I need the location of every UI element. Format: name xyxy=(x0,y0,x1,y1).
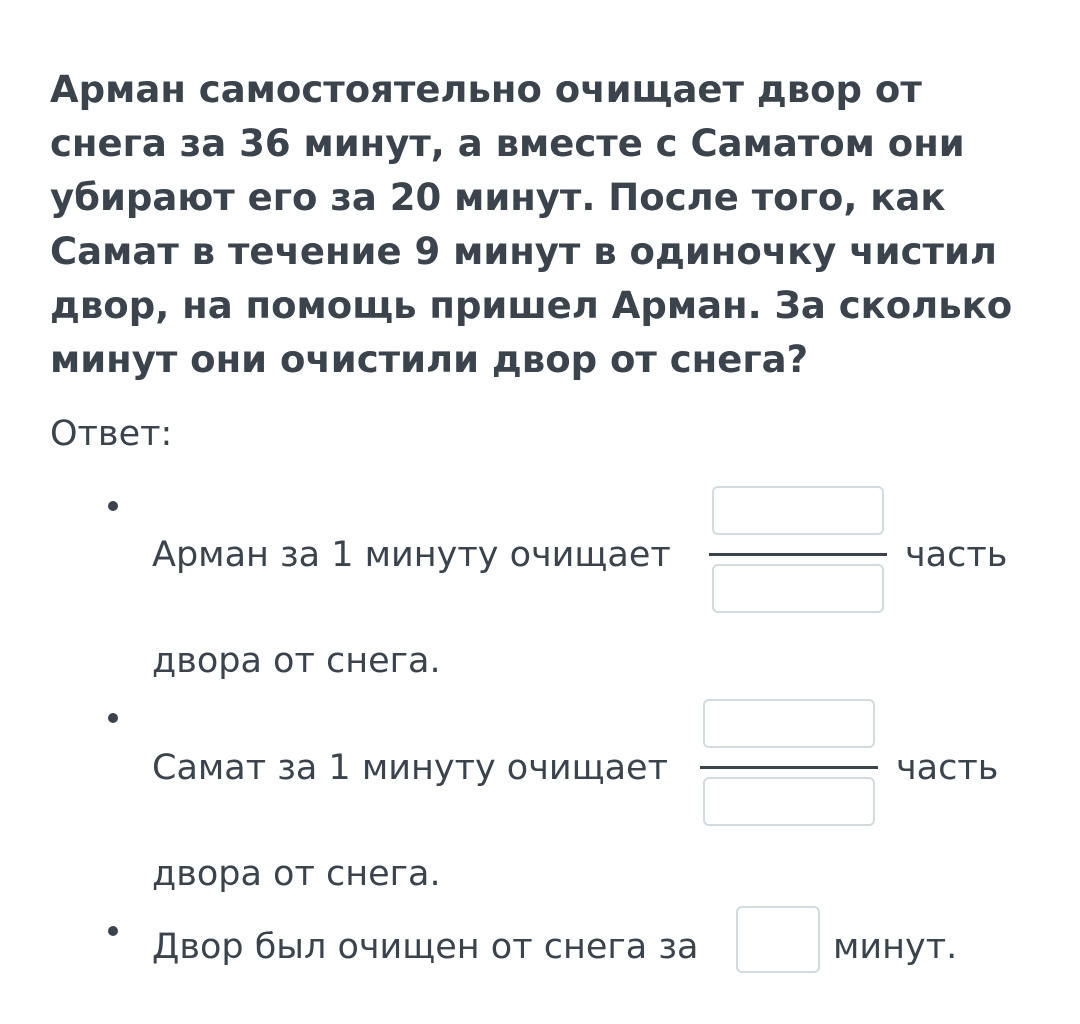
item-1-text-before: Арман за 1 минуту очищает xyxy=(152,535,671,575)
item-2-denominator-input[interactable] xyxy=(703,777,875,826)
item-3-minutes-input[interactable] xyxy=(736,906,820,973)
bullet-icon xyxy=(108,926,118,936)
item-1-numerator-input[interactable] xyxy=(712,486,884,535)
bullet-icon xyxy=(108,713,118,723)
answer-label: Ответ: xyxy=(50,414,173,454)
item-2-text-before: Самат за 1 минуту очищает xyxy=(152,748,668,788)
question-text: Арман самостоятельно очищает двор от снега за 36 минут, а вместе с Саматом они убирают его за 20 минут. После того, как Самат в течение 9 минут в одиночку чистил двор, на помощь пришел Арман. За сколько минут они очистили двор от снега? xyxy=(50,68,1013,381)
item-1-text-next-line: двора от снега. xyxy=(152,641,441,681)
item-2-numerator-input[interactable] xyxy=(703,699,875,748)
item-1-text-after: часть xyxy=(905,535,1008,575)
bullet-icon xyxy=(108,501,118,511)
item-1-fraction-bar xyxy=(709,553,887,556)
item-2-text-next-line: двора от снега. xyxy=(152,854,441,894)
item-1-denominator-input[interactable] xyxy=(712,564,884,613)
item-3-text-before: Двор был очищен от снега за xyxy=(152,927,699,967)
item-3-text-after: минут. xyxy=(833,927,958,967)
item-2-fraction-bar xyxy=(700,766,878,769)
item-2-text-after: часть xyxy=(896,748,999,788)
